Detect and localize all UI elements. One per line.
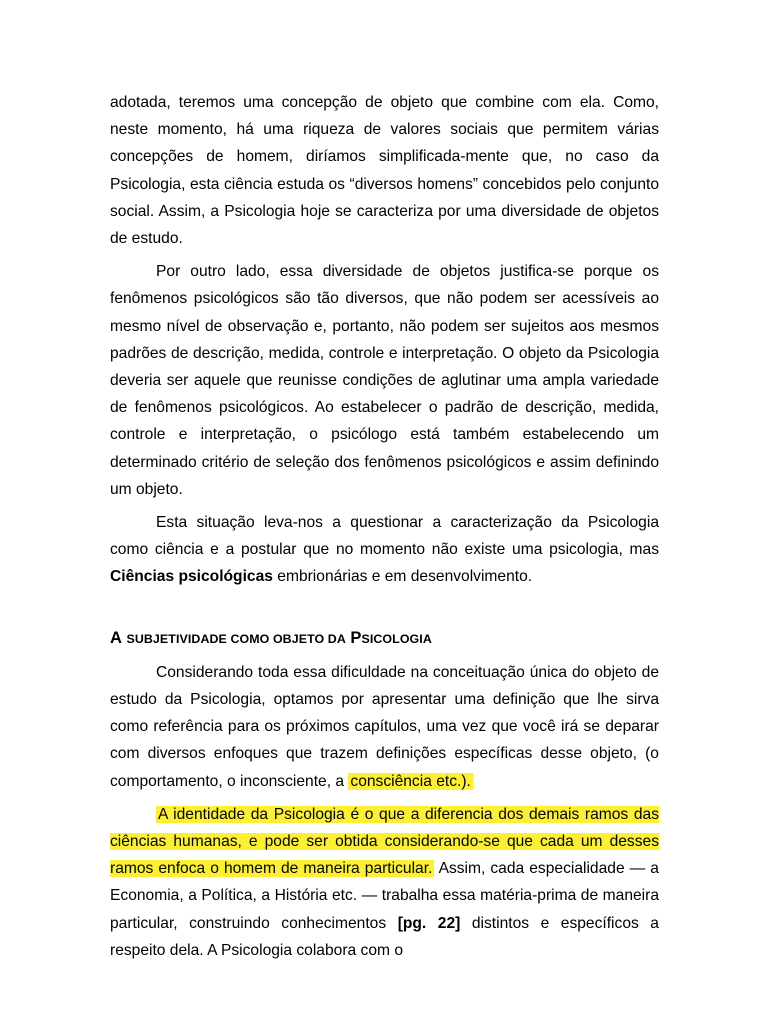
paragraph-identity [110,801,659,964]
paragraph-definition [110,659,659,795]
paragraph-sciences-text-end: embrionárias e em desenvolvimento. [277,568,533,586]
paragraph-definition-text: Considerando toda essa dificuldade na conceituação única do objeto de estudo da Psicologia, optamos por apresentar uma definição que lhe sirva como referência para os próximos capítulos, uma vez que você irá se deparar com diversos enfoques que trazem definições específicas desse objeto, (o comportamento, o inconsciente, a [110,663,659,790]
bold-term-ciencias-psicologicas: Ciências psicológicas [110,568,273,586]
highlight-consciencia: consciência etc.). [350,772,471,790]
section-heading [110,625,659,653]
paragraph-continuation: adotada, teremos uma concepção de objeto que combine com ela. Como, neste momento, há uma riqueza de valores sociais que permitem várias concepções de homem, diríamos simplificada-mente que, no caso da Psicologia, esta ciência estuda os “diversos homens” concebidos pelo conjunto social. Assim, a Psicologia hoje se caracteriza por uma diversidade de objetos de estudo. [110,94,659,248]
heading-smallcaps-1: SUBJETIVIDADE COMO OBJETO DA [126,631,346,646]
paragraph-diversity: Por outro lado, essa diversidade de objetos justifica-se porque os fenômenos psicológicos são tão diversos, que não podem ser acessíveis ao mesmo nível de observação e, portanto, não podem ser sujeitos aos mesmos padrões de descrição, medida, controle e interpretação. O objeto da Psicologia deveria ser aquele que reunisse condições de aglutinar uma ampla variedade de fenômenos psicológicos. Ao estabelecer o padrão de descrição, medida, controle e interpretação, o psicólogo está também estabelecendo um determinado critério de seleção dos fenômenos psicológicos e assim definindo um objeto. [110,263,659,498]
heading-smallcaps-2: SICOLOGIA [361,631,432,646]
paragraph-identity-text-end: distintos e específicos a respeito dela. A Psicologia colabora com o [110,914,659,959]
paragraph-sciences [110,509,659,591]
highlight-identity: A identidade da Psicologia é o que a diferencia dos demais ramos das ciências humanas, e pode ser obtida considerando-se que cada um desses ramos enfoca o homem de maneira particular. [110,805,659,878]
paragraph-identity-text: Assim, cada especialidade — a Economia, a Política, a História etc. — trabalha essa matéria-prima de maneira particular, construindo conhecimentos [110,860,659,932]
paragraph-sciences-text-start: Esta situação leva-nos a questionar a caracterização da Psicologia como ciência e a postular que no momento não existe uma psicologia, mas [110,514,659,559]
page-reference: [pg. 22] [397,914,461,932]
page-body [110,89,659,964]
heading-cap-a: A [110,628,123,647]
heading-cap-p: P [350,628,362,647]
